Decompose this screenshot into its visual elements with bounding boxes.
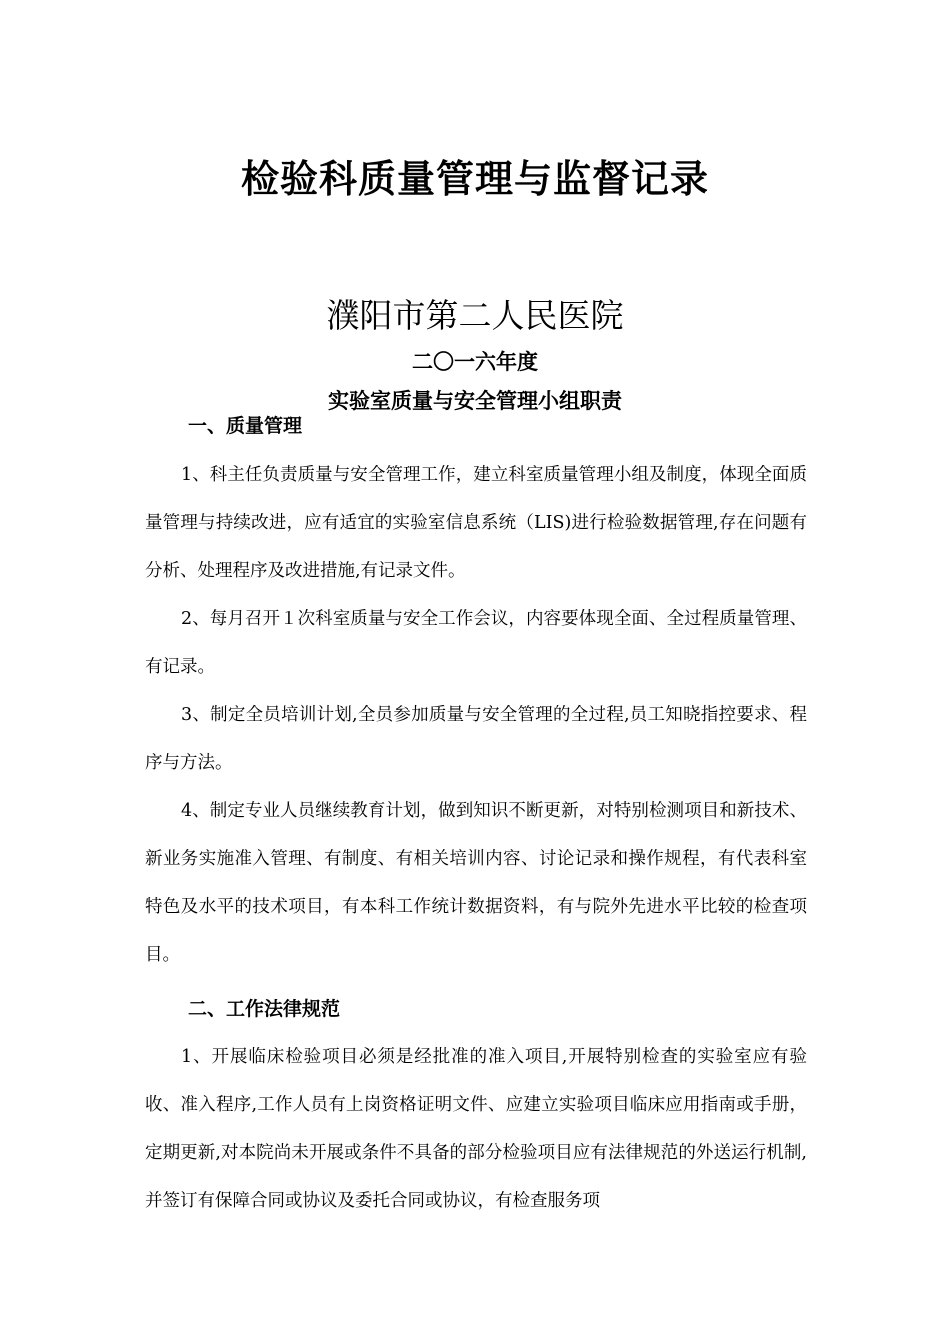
paragraph: 1、科主任负责质量与安全管理工作，建立科室质量管理小组及制度，体现全面质量管理与持续改进，应有适宜的实验室信息系统（LIS)进行检验数据管理,存在问题有分析、处理程序及改进措施,有记录文件。: [145, 465, 807, 581]
paragraph: 1、开展临床检验项目必须是经批准的准入项目,开展特别检查的实验室应有验收、准入程序,工作人员有上岗资格证明文件、应建立实验项目临床应用指南或手册，定期更新,对本院尚未开展或条件不具备的部分检验项目应有法律规范的外送运行机制,并签订有保障合同或协议及委托合同或协议，有检查服务项: [145, 1047, 807, 1211]
paragraph: 3、制定全员培训计划,全员参加质量与安全管理的全过程,员工知晓指控要求、程序与方法。: [145, 705, 807, 773]
section-heading-legal: 二、工作法律规范: [188, 998, 341, 1020]
paragraph: 2、每月召开１次科室质量与安全工作会议，内容要体现全面、全过程质量管理、有记录。: [145, 609, 807, 677]
document-year: 二〇一六年度: [412, 350, 538, 374]
document-subtitle: 实验室质量与安全管理小组职责: [328, 388, 622, 413]
document-title: 检验科质量管理与监督记录: [240, 157, 709, 201]
hospital-name: 濮阳市第二人民医院: [326, 296, 624, 335]
section-heading-quality: 一、质量管理: [188, 415, 303, 437]
paragraph: 4、制定专业人员继续教育计划，做到知识不断更新，对特别检测项目和新技术、新业务实施准入管理、有制度、有相关培训内容、讨论记录和操作规程，有代表科室特色及水平的技术项目，有本科工作统计数据资料，有与院外先进水平比较的检查项目。: [145, 801, 807, 965]
